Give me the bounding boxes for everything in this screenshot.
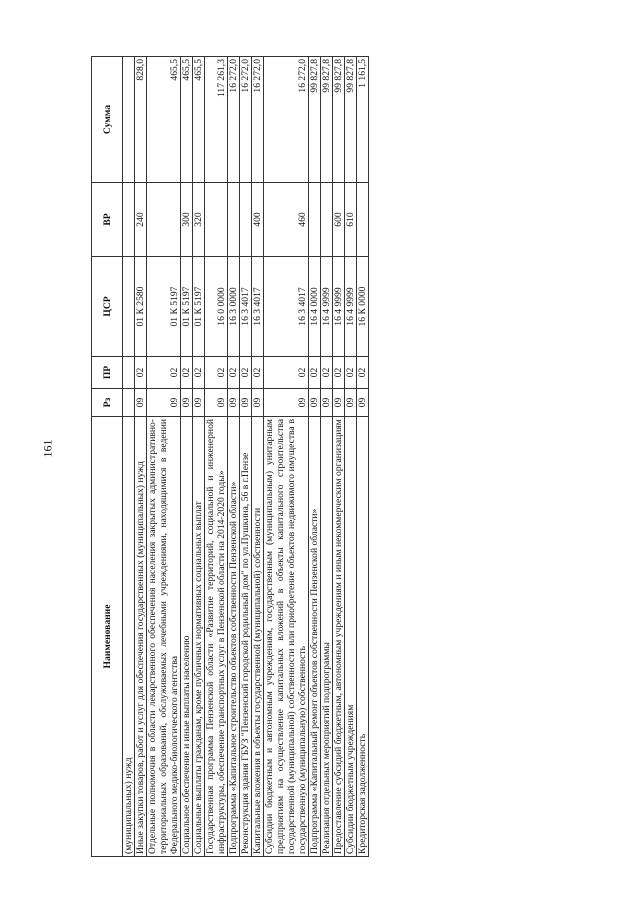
cell-pr: 02	[193, 357, 205, 389]
cell-rz: 09	[333, 389, 345, 417]
header-csr: ЦСР	[92, 257, 123, 357]
table-row	[345, 57, 357, 857]
cell-vr	[309, 183, 321, 257]
cell-name: Отдельные полномочия в области лекарственного обеспечения населения закрытых административно-территориальных образований, обслуживаемых лечебными учреждениями, находящимися в ведении Федерального медико-биологического агентства	[147, 417, 181, 857]
table-row	[147, 57, 181, 857]
cell-rz: 09	[228, 389, 240, 417]
cell-vr: 240	[135, 183, 147, 257]
cell-rz: 09	[264, 389, 309, 417]
cell-name: Социальные выплаты гражданам, кроме публичных нормативных социальных выплат	[193, 417, 205, 857]
table-row	[264, 57, 309, 857]
cell-name: Субсидии бюджетным учреждениям	[345, 417, 357, 857]
cell-pr: 02	[357, 357, 369, 389]
cell-pr: 02	[240, 357, 252, 389]
cell-rz: 09	[193, 389, 205, 417]
cell-name: Подпрограмма «Капитальное строительство объектов собственности Пензенской области»	[228, 417, 240, 857]
cell-rz: 09	[147, 389, 181, 417]
cell-rz: 09	[309, 389, 321, 417]
cell-name: Капитальные вложения в объекты государственной (муниципальной) собственности	[252, 417, 264, 857]
cell-rz: 09	[345, 389, 357, 417]
table-row	[240, 57, 252, 857]
cell-csr	[123, 257, 135, 357]
cell-name: Субсидии бюджетным и автономным учреждениям, государственным (муниципальным) унитарным предприятиям на осуществление капитальных вложений в объекты капитального строительства государственной (муниципальной) собственности или приобретение объектов недвижимого имущества в государственную (муниципальную) собственность	[264, 417, 309, 857]
cell-vr	[205, 183, 228, 257]
cell-csr: 01 К 5197	[193, 257, 205, 357]
cell-name: Реконструкция здания ГБУЗ "Пензенский городской родильный дом" по ул.Пушкина, 56 в г.Пензе	[240, 417, 252, 857]
header-row	[92, 57, 123, 857]
cell-rz: 09	[240, 389, 252, 417]
budget-table	[91, 56, 369, 857]
cell-pr	[123, 357, 135, 389]
table-row	[321, 57, 333, 857]
cell-vr	[147, 183, 181, 257]
cell-pr: 02	[228, 357, 240, 389]
cell-csr: 16 4 9999	[345, 257, 357, 357]
table-container	[91, 57, 586, 857]
cell-sum: 16 272,0	[252, 57, 264, 183]
cell-name: Реализация отдельных мероприятий подпрограммы	[321, 417, 333, 857]
cell-sum: 99 827,8	[309, 57, 321, 183]
cell-rz: 09	[181, 389, 193, 417]
header-name: Наименование	[92, 417, 123, 857]
header-sum: Сумма	[92, 57, 123, 183]
header-rz: Рз	[92, 389, 123, 417]
cell-csr: 16 3 4017	[252, 257, 264, 357]
cell-vr: 600	[333, 183, 345, 257]
cell-vr: 400	[252, 183, 264, 257]
cell-pr: 02	[135, 357, 147, 389]
cell-rz: 09	[252, 389, 264, 417]
cell-csr: 01 К 5197	[147, 257, 181, 357]
cell-name: Иные закупки товаров, работ и услуг для обеспечения государственных (муниципальных) нужд	[135, 417, 147, 857]
cell-csr: 16 0 0000	[205, 257, 228, 357]
cell-sum: 99 827,8	[333, 57, 345, 183]
cell-sum: 465,5	[181, 57, 193, 183]
cell-vr: 300	[181, 183, 193, 257]
cell-sum: 828,0	[135, 57, 147, 183]
cell-sum: 99 827,8	[345, 57, 357, 183]
cell-name: Социальное обеспечение и иные выплаты населению	[181, 417, 193, 857]
cell-pr: 02	[252, 357, 264, 389]
cell-name: Подпрограмма «Капитальный ремонт объектов собственности Пензенской области»	[309, 417, 321, 857]
cell-csr: 16 3 4017	[240, 257, 252, 357]
cell-pr: 02	[147, 357, 181, 389]
table-row	[123, 57, 135, 857]
cell-vr: 610	[345, 183, 357, 257]
table-row	[252, 57, 264, 857]
cell-sum: 99 827,8	[321, 57, 333, 183]
cell-pr: 02	[321, 357, 333, 389]
page-number: 161	[40, 439, 55, 458]
cell-pr: 02	[309, 357, 321, 389]
table-row	[309, 57, 321, 857]
table-row	[228, 57, 240, 857]
cell-rz: 09	[205, 389, 228, 417]
cell-csr: 16 4 9999	[321, 257, 333, 357]
cell-sum: 1 161,5	[357, 57, 369, 183]
cell-vr	[240, 183, 252, 257]
cell-csr: 16 4 0000	[309, 257, 321, 357]
cell-vr	[321, 183, 333, 257]
cell-vr	[228, 183, 240, 257]
table-row	[135, 57, 147, 857]
cell-csr: 16 3 0000	[228, 257, 240, 357]
table-row	[333, 57, 345, 857]
cell-csr: 16 3 4017	[264, 257, 309, 357]
cell-name: (муниципальных) нужд	[123, 417, 135, 857]
cell-vr	[357, 183, 369, 257]
cell-sum: 465,5	[147, 57, 181, 183]
cell-sum: 465,5	[193, 57, 205, 183]
header-vr: ВР	[92, 183, 123, 257]
cell-sum: 16 272,0	[228, 57, 240, 183]
cell-rz: 09	[357, 389, 369, 417]
cell-name: Предоставление субсидий бюджетным, автономным учреждениям и иным некоммерческим организациям	[333, 417, 345, 857]
cell-name: Кредиторская задолженность	[357, 417, 369, 857]
header-pr: ПР	[92, 357, 123, 389]
cell-csr: 01 К 2580	[135, 257, 147, 357]
cell-pr: 02	[333, 357, 345, 389]
cell-pr: 02	[205, 357, 228, 389]
cell-pr: 02	[264, 357, 309, 389]
cell-vr	[123, 183, 135, 257]
rotated-table-frame	[91, 57, 586, 857]
cell-rz	[123, 389, 135, 417]
cell-vr: 460	[264, 183, 309, 257]
cell-csr: 01 К 5197	[181, 257, 193, 357]
cell-sum: 117 261,3	[205, 57, 228, 183]
table-row	[193, 57, 205, 857]
cell-vr: 320	[193, 183, 205, 257]
table-row	[181, 57, 193, 857]
cell-sum	[123, 57, 135, 183]
cell-pr: 02	[345, 357, 357, 389]
cell-csr: 16 4 9999	[333, 257, 345, 357]
cell-sum: 16 272,0	[240, 57, 252, 183]
table-row	[357, 57, 369, 857]
cell-csr: 16 К 0000	[357, 257, 369, 357]
cell-name: Государственная программа Пензенской области «Развитие территорий, социальной и инженерной инфраструктуры, обеспечение транспортных услуг в Пензенской области на 2014-2020 годы»	[205, 417, 228, 857]
cell-rz: 09	[135, 389, 147, 417]
cell-rz: 09	[321, 389, 333, 417]
table-row	[205, 57, 228, 857]
cell-sum: 16 272,0	[264, 57, 309, 183]
cell-pr: 02	[181, 357, 193, 389]
